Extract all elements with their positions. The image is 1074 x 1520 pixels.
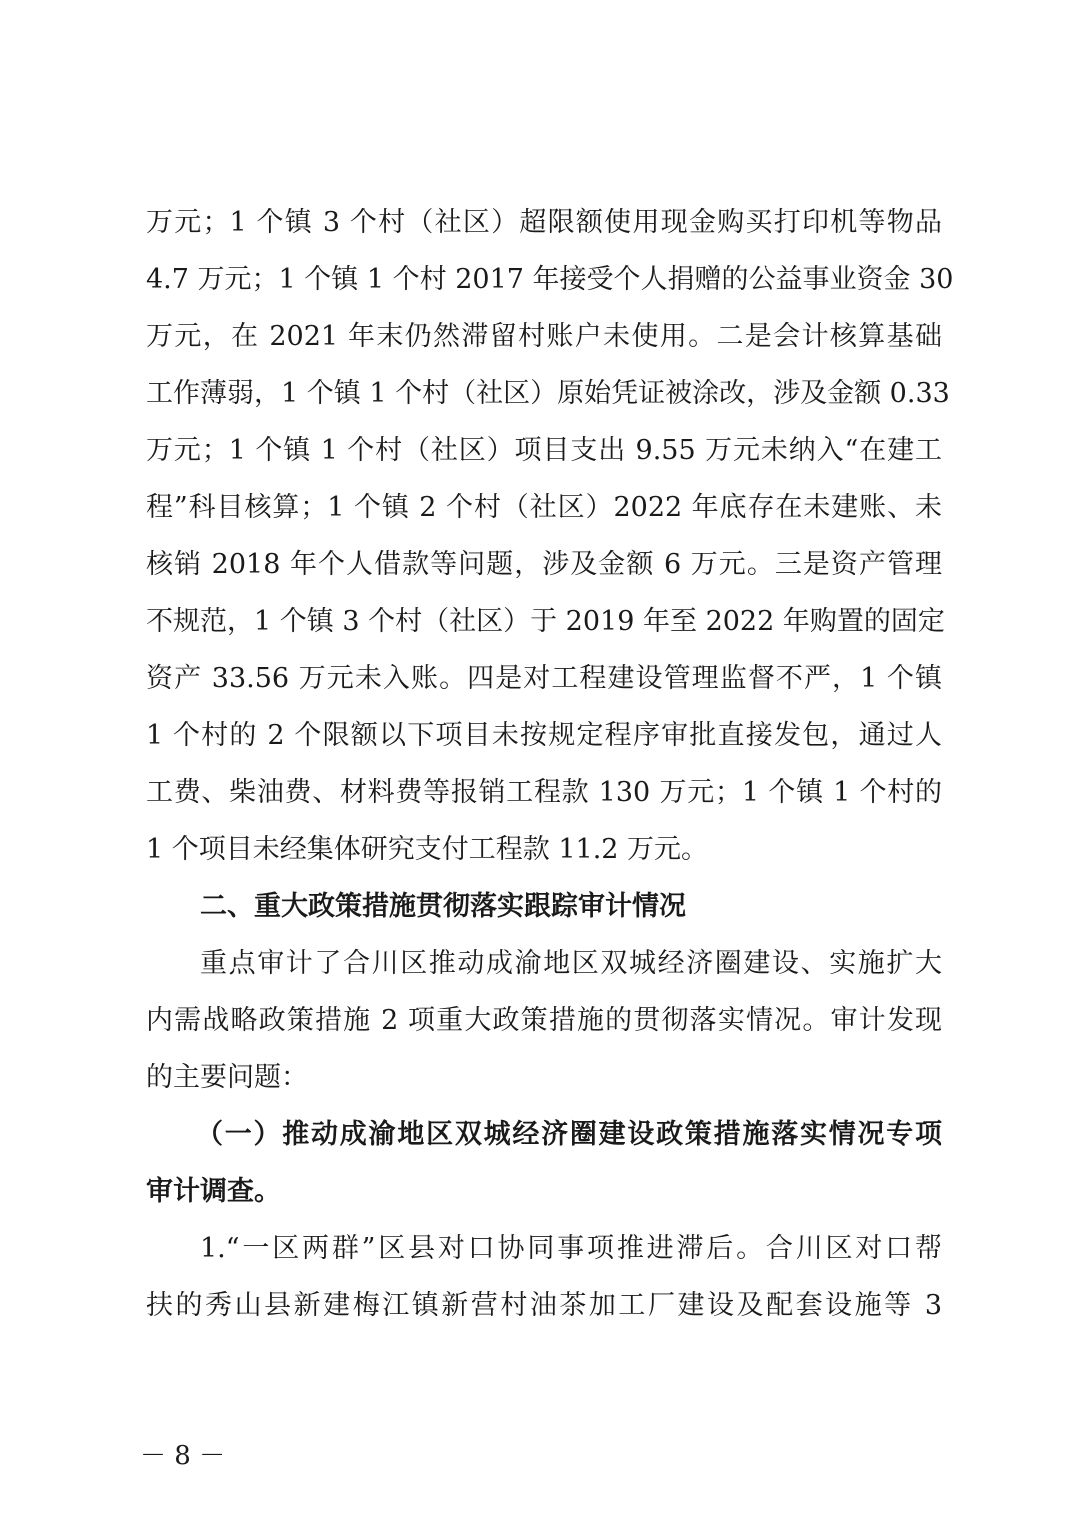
subheading-line: （一）推动成渝地区双城经济圈建设政策措施落实情况专项 <box>196 1119 942 1150</box>
item-line: 1.“一区两群”区县对口协同事项推进滞后。合川区对口帮 <box>200 1233 942 1264</box>
section-heading: 二、重大政策措施贯彻落实跟踪审计情况 <box>200 891 686 922</box>
page-number: － 8 － <box>140 1441 226 1471</box>
body-line: 程”科目核算；1 个镇 2 个村（社区）2022 年底存在未建账、未 <box>146 492 942 523</box>
intro-line: 内需战略政策措施 2 项重大政策措施的贯彻落实情况。审计发现 <box>146 1005 942 1036</box>
body-line: 工费、柴油费、材料费等报销工程款 130 万元；1 个镇 1 个村的 <box>146 777 942 808</box>
body-line: 1 个村的 2 个限额以下项目未按规定程序审批直接发包，通过人 <box>146 720 942 751</box>
subheading-line: 审计调查。 <box>146 1176 281 1207</box>
body-line: 核销 2018 年个人借款等问题，涉及金额 6 万元。三是资产管理 <box>146 549 942 580</box>
body-line: 万元，在 2021 年末仍然滞留村账户未使用。二是会计核算基础 <box>146 321 942 352</box>
intro-line: 重点审计了合川区推动成渝地区双城经济圈建设、实施扩大 <box>200 948 942 979</box>
body-line: 4.7 万元；1 个镇 1 个村 2017 年接受个人捐赠的公益事业资金 30 <box>146 264 954 295</box>
body-line: 万元；1 个镇 1 个村（社区）项目支出 9.55 万元未纳入“在建工 <box>146 435 942 466</box>
body-line: 资产 33.56 万元未入账。四是对工程建设管理监督不严，1 个镇 <box>146 663 942 694</box>
body-line: 工作薄弱，1 个镇 1 个村（社区）原始凭证被涂改，涉及金额 0.33 <box>146 378 950 409</box>
body-line: 1 个项目未经集体研究支付工程款 11.2 万元。 <box>146 834 709 865</box>
item-line: 扶的秀山县新建梅江镇新营村油茶加工厂建设及配套设施等 3 <box>146 1290 942 1321</box>
body-line: 不规范，1 个镇 3 个村（社区）于 2019 年至 2022 年购置的固定 <box>146 606 945 637</box>
intro-line: 的主要问题： <box>146 1062 308 1093</box>
body-line: 万元；1 个镇 3 个村（社区）超限额使用现金购买打印机等物品 <box>146 207 942 238</box>
